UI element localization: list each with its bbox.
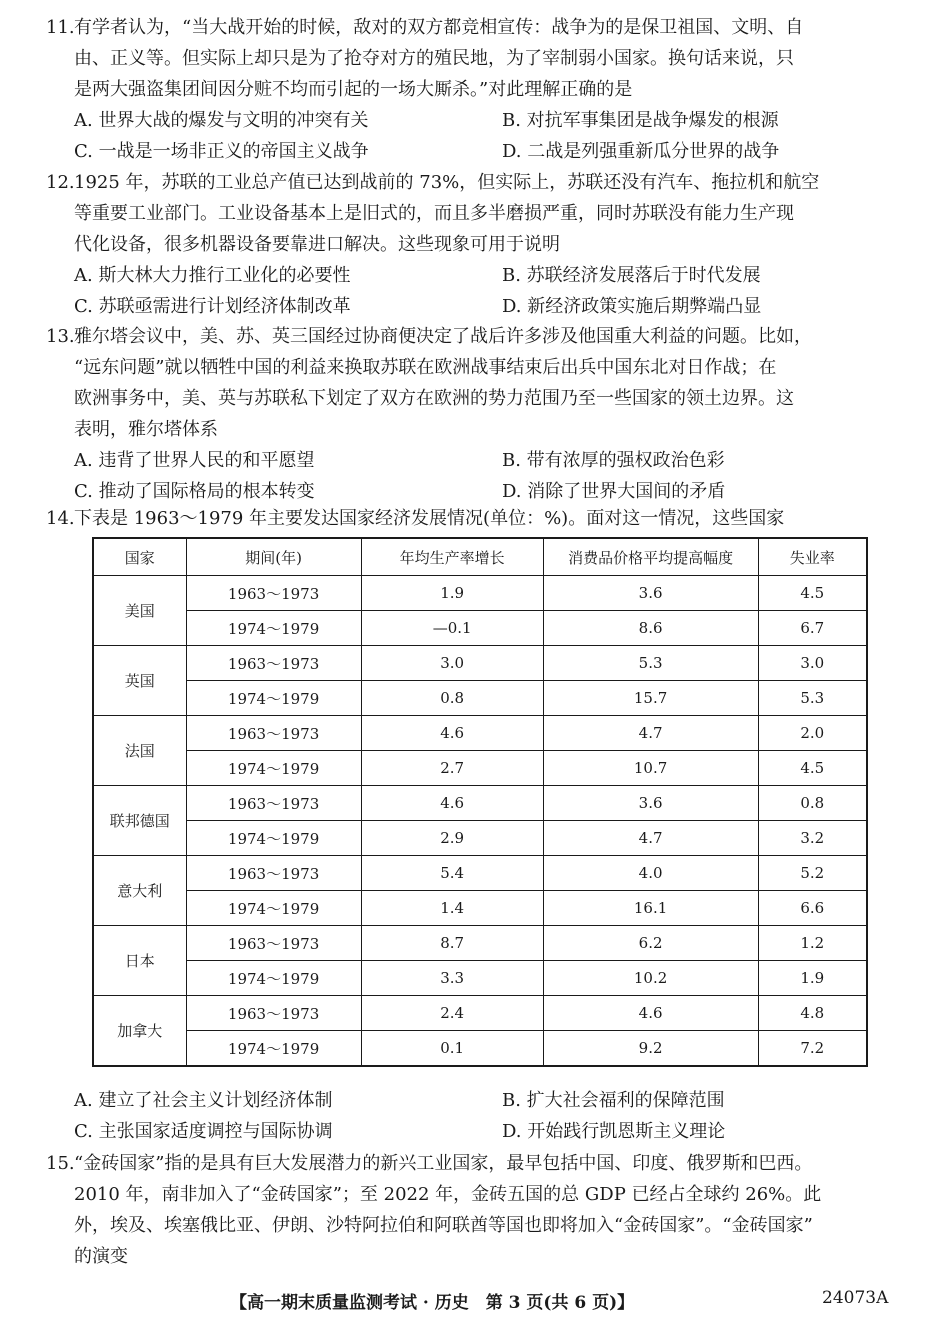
question-11 <box>46 12 896 167</box>
price-cell: 5.3 <box>543 646 758 681</box>
price-cell: 3.6 <box>543 576 758 611</box>
option-d[interactable]: D. 新经济政策实施后期弊端凸显 <box>502 296 762 317</box>
table-body <box>93 576 867 1067</box>
table-row <box>93 821 867 856</box>
table-row <box>93 856 867 891</box>
price-cell: 3.6 <box>543 786 758 821</box>
stem-line: 等重要工业部门。工业设备基本上是旧式的，而且多半磨损严重，同时苏联没有能力生产现 <box>74 203 794 224</box>
question-12-options <box>74 260 896 322</box>
period-cell: 1974～1979 <box>186 1031 361 1067</box>
unemployment-cell: 1.9 <box>758 961 867 996</box>
stem-line: 雅尔塔会议中，美、苏、英三国经过协商便决定了战后许多涉及他国重大利益的问题。比如， <box>74 326 812 347</box>
productivity-cell: 3.3 <box>361 961 543 996</box>
question-14-stem <box>46 503 896 534</box>
table-row <box>93 716 867 751</box>
table-row <box>93 611 867 646</box>
stem-line: 的演变 <box>74 1246 128 1267</box>
question-13 <box>46 321 896 507</box>
option-b[interactable]: B. 对抗军事集团是战争爆发的根源 <box>502 110 779 131</box>
period-cell: 1974～1979 <box>186 821 361 856</box>
stem-line: 下表是 1963～1979 年主要发达国家经济发展情况(单位：%)。面对这一情况，这些国家 <box>74 508 785 529</box>
question-number: 12. <box>46 172 75 193</box>
stem-line: 由、正义等。但实际上却只是为了抢夺对方的殖民地，为了宰制弱小国家。换句话来说，只 <box>74 48 794 69</box>
productivity-cell: 1.4 <box>361 891 543 926</box>
productivity-cell: 8.7 <box>361 926 543 961</box>
question-13-stem <box>46 321 896 445</box>
option-c[interactable]: C. 苏联亟需进行计划经济体制改革 <box>74 296 351 317</box>
stem-line: “远东问题”就以牺牲中国的利益来换取苏联在欧洲战事结束后出兵中国东北对日作战；在 <box>74 357 777 378</box>
country-cell: 法国 <box>93 716 186 786</box>
question-12-stem <box>46 167 896 260</box>
country-cell: 美国 <box>93 576 186 646</box>
unemployment-cell: 5.2 <box>758 856 867 891</box>
option-b[interactable]: B. 带有浓厚的强权政治色彩 <box>502 450 725 471</box>
table-row <box>93 576 867 611</box>
unemployment-cell: 4.5 <box>758 751 867 786</box>
question-12 <box>46 167 896 322</box>
productivity-cell: —0.1 <box>361 611 543 646</box>
unemployment-cell: 6.7 <box>758 611 867 646</box>
header-country: 国家 <box>93 538 186 576</box>
header-productivity: 年均生产率增长 <box>361 538 543 576</box>
productivity-cell: 1.9 <box>361 576 543 611</box>
productivity-cell: 3.0 <box>361 646 543 681</box>
table-row <box>93 891 867 926</box>
option-d[interactable]: D. 二战是列强重新瓜分世界的战争 <box>502 141 780 162</box>
unemployment-cell: 5.3 <box>758 681 867 716</box>
country-cell: 日本 <box>93 926 186 996</box>
price-cell: 16.1 <box>543 891 758 926</box>
question-15-stem <box>46 1148 896 1272</box>
productivity-cell: 2.4 <box>361 996 543 1031</box>
table-row <box>93 646 867 681</box>
header-unemployment: 失业率 <box>758 538 867 576</box>
price-cell: 4.0 <box>543 856 758 891</box>
table-row <box>93 786 867 821</box>
question-11-options <box>74 105 896 167</box>
productivity-cell: 2.9 <box>361 821 543 856</box>
question-number: 14. <box>46 508 75 529</box>
country-cell: 加拿大 <box>93 996 186 1067</box>
option-a[interactable]: A. 建立了社会主义计划经济体制 <box>74 1090 333 1111</box>
price-cell: 4.6 <box>543 996 758 1031</box>
period-cell: 1974～1979 <box>186 611 361 646</box>
stem-line: 欧洲事务中，美、英与苏联私下划定了双方在欧洲的势力范围乃至一些国家的领土边界。这 <box>74 388 794 409</box>
question-14 <box>46 503 896 534</box>
unemployment-cell: 4.8 <box>758 996 867 1031</box>
question-14-options <box>74 1085 896 1147</box>
period-cell: 1974～1979 <box>186 681 361 716</box>
unemployment-cell: 7.2 <box>758 1031 867 1067</box>
price-cell: 10.2 <box>543 961 758 996</box>
country-cell: 英国 <box>93 646 186 716</box>
question-15 <box>46 1148 896 1272</box>
period-cell: 1963～1973 <box>186 786 361 821</box>
price-cell: 15.7 <box>543 681 758 716</box>
question-11-stem <box>46 12 896 105</box>
stem-line: 外，埃及、埃塞俄比亚、伊朗、沙特阿拉伯和阿联酋等国也即将加入“金砖国家”。“金砖国家” <box>74 1215 813 1236</box>
header-price-increase: 消费品价格平均提高幅度 <box>543 538 758 576</box>
option-a[interactable]: A. 违背了世界人民的和平愿望 <box>74 450 315 471</box>
productivity-cell: 4.6 <box>361 716 543 751</box>
productivity-cell: 0.1 <box>361 1031 543 1067</box>
unemployment-cell: 3.2 <box>758 821 867 856</box>
unemployment-cell: 2.0 <box>758 716 867 751</box>
question-14-options-block <box>46 1085 896 1147</box>
country-cell: 联邦德国 <box>93 786 186 856</box>
option-d[interactable]: D. 消除了世界大国间的矛盾 <box>502 481 726 502</box>
price-cell: 6.2 <box>543 926 758 961</box>
period-cell: 1963～1973 <box>186 646 361 681</box>
table-row <box>93 681 867 716</box>
unemployment-cell: 6.6 <box>758 891 867 926</box>
question-number: 13. <box>46 326 75 347</box>
question-number: 11. <box>46 17 75 38</box>
unemployment-cell: 3.0 <box>758 646 867 681</box>
option-b[interactable]: B. 苏联经济发展落后于时代发展 <box>502 265 761 286</box>
price-cell: 10.7 <box>543 751 758 786</box>
table-row <box>93 1031 867 1067</box>
country-cell: 意大利 <box>93 856 186 926</box>
option-d[interactable]: D. 开始践行凯恩斯主义理论 <box>502 1121 726 1142</box>
unemployment-cell: 4.5 <box>758 576 867 611</box>
period-cell: 1963～1973 <box>186 576 361 611</box>
table-row <box>93 926 867 961</box>
table-row <box>93 961 867 996</box>
stem-line: 是两大强盗集团间因分赃不均而引起的一场大厮杀。”对此理解正确的是 <box>74 79 633 100</box>
productivity-cell: 0.8 <box>361 681 543 716</box>
exam-code: 24073A <box>822 1288 889 1308</box>
price-cell: 4.7 <box>543 716 758 751</box>
header-period: 期间(年) <box>186 538 361 576</box>
stem-line: “金砖国家”指的是具有巨大发展潜力的新兴工业国家，最早包括中国、印度、俄罗斯和巴西。 <box>74 1153 813 1174</box>
option-a[interactable]: A. 世界大战的爆发与文明的冲突有关 <box>74 110 369 131</box>
table-row <box>93 751 867 786</box>
option-c[interactable]: C. 推动了国际格局的根本转变 <box>74 481 315 502</box>
footer-title: 【高一期末质量监测考试 · 历史 第 3 页(共 6 页)】 <box>230 1293 635 1313</box>
unemployment-cell: 0.8 <box>758 786 867 821</box>
option-a[interactable]: A. 斯大林大力推行工业化的必要性 <box>74 265 351 286</box>
period-cell: 1974～1979 <box>186 961 361 996</box>
price-cell: 9.2 <box>543 1031 758 1067</box>
stem-line: 表明，雅尔塔体系 <box>74 419 218 440</box>
stem-line: 2010 年，南非加入了“金砖国家”；至 2022 年，金砖五国的总 GDP 已经占全球约 26%。此 <box>74 1184 822 1205</box>
productivity-cell: 5.4 <box>361 856 543 891</box>
price-cell: 4.7 <box>543 821 758 856</box>
productivity-cell: 4.6 <box>361 786 543 821</box>
table-row <box>93 996 867 1031</box>
productivity-cell: 2.7 <box>361 751 543 786</box>
price-cell: 8.6 <box>543 611 758 646</box>
option-c[interactable]: C. 主张国家适度调控与国际协调 <box>74 1121 333 1142</box>
question-13-options <box>74 445 896 507</box>
period-cell: 1974～1979 <box>186 891 361 926</box>
stem-line: 代化设备，很多机器设备要靠进口解决。这些现象可用于说明 <box>74 234 560 255</box>
option-b[interactable]: B. 扩大社会福利的保障范围 <box>502 1090 725 1111</box>
period-cell: 1974～1979 <box>186 751 361 786</box>
stem-line: 有学者认为，“当大战开始的时候，敌对的双方都竞相宣传：战争为的是保卫祖国、文明、自 <box>74 17 804 38</box>
table-header-row <box>93 538 867 576</box>
period-cell: 1963～1973 <box>186 996 361 1031</box>
period-cell: 1963～1973 <box>186 856 361 891</box>
economic-data-table <box>92 537 868 1067</box>
page-footer <box>0 1288 929 1316</box>
question-number: 15. <box>46 1153 75 1174</box>
period-cell: 1963～1973 <box>186 716 361 751</box>
option-c[interactable]: C. 一战是一场非正义的帝国主义战争 <box>74 141 369 162</box>
unemployment-cell: 1.2 <box>758 926 867 961</box>
stem-line: 1925 年，苏联的工业总产值已达到战前的 73%，但实际上，苏联还没有汽车、拖拉机和航空 <box>74 172 820 193</box>
period-cell: 1963～1973 <box>186 926 361 961</box>
